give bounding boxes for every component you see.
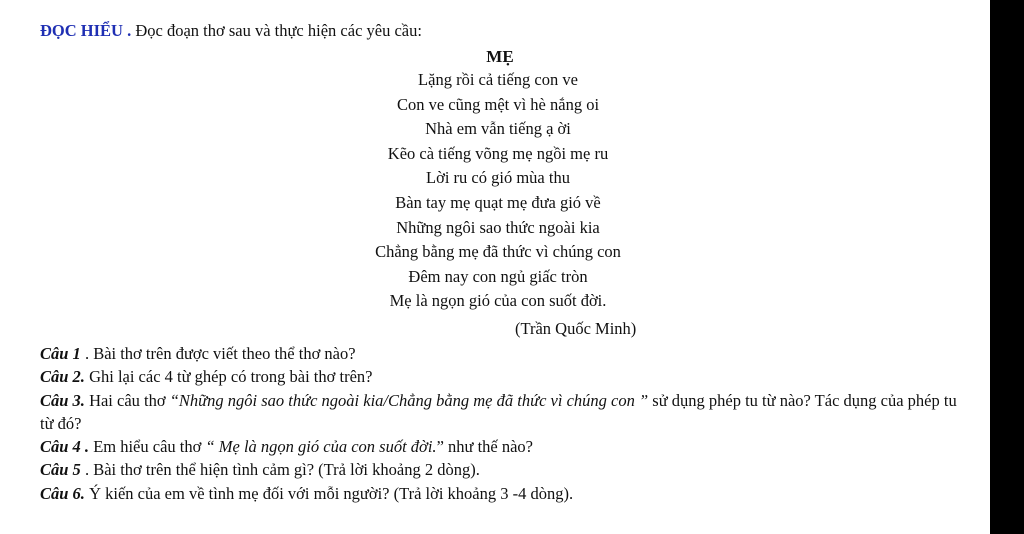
question-text: . Bài thơ trên được viết theo thể thơ nào? bbox=[80, 344, 356, 363]
poem-line: Bàn tay mẹ quạt mẹ đưa gió về bbox=[395, 192, 601, 212]
question-text: Ý kiến của em về tình mẹ đối với mỗi người? (Trả lời khoảng 3 -4 dòng). bbox=[84, 483, 574, 503]
poem-line: Những ngôi sao thức ngoài kia bbox=[396, 217, 600, 237]
poem-line: Con ve cũng mệt vì hè nắng oi bbox=[396, 94, 600, 114]
question-label: Câu 6. bbox=[40, 483, 85, 503]
poem-line: Lặng rồi cả tiếng con ve bbox=[418, 70, 578, 89]
question-text: Em hiểu câu thơ bbox=[89, 437, 206, 457]
poem bbox=[0, 46, 990, 314]
question-list bbox=[40, 342, 970, 505]
poem-line: Lời ru có gió mùa thu bbox=[426, 168, 570, 188]
section-instruction: Đọc đoạn thơ sau và thực hiện các yêu cầu: bbox=[131, 21, 422, 40]
question-2 bbox=[40, 365, 970, 388]
question-6 bbox=[40, 482, 970, 505]
question-label: Câu 3. bbox=[40, 390, 85, 410]
question-text: . Bài thơ trên thể hiện tình cảm gì? (Trả lời khoảng 2 dòng). bbox=[80, 460, 480, 480]
poem-line: Chẳng bằng mẹ đã thức vì chúng con bbox=[375, 242, 621, 262]
question-4 bbox=[40, 435, 970, 458]
question-label: Câu 5 bbox=[40, 460, 81, 480]
question-label: Câu 1 bbox=[40, 344, 81, 363]
screen-edge-bar bbox=[990, 0, 1024, 534]
question-text: sử dụng phép tu từ nào? Tác dụng của phép tu từ đó? bbox=[40, 390, 957, 433]
poem-line: Đêm nay con ngủ giấc tròn bbox=[408, 266, 588, 286]
question-5 bbox=[40, 458, 970, 481]
reading-section-heading bbox=[40, 20, 422, 42]
question-quote: “ Mẹ là ngọn gió của con suốt đời. bbox=[205, 437, 437, 457]
question-1 bbox=[40, 342, 970, 365]
question-label: Câu 2. bbox=[40, 367, 85, 387]
question-text: ” như thế nào? bbox=[436, 437, 534, 457]
poem-title: MẸ bbox=[486, 47, 514, 66]
poem-line: Kẽo cà tiếng võng mẹ ngồi mẹ ru bbox=[387, 143, 609, 163]
poem-author: (Trần Quốc Minh) bbox=[515, 319, 637, 338]
question-label: Câu 4 . bbox=[40, 437, 90, 457]
question-text: Hai câu thơ bbox=[84, 390, 170, 410]
question-quote: “Những ngôi sao thức ngoài kia/Chẳng bằng mẹ đã thức vì chúng con ” bbox=[169, 390, 649, 410]
poem-line: Nhà em vẫn tiếng ạ ời bbox=[425, 119, 571, 139]
poem-line: Mẹ là ngọn gió của con suốt đời. bbox=[389, 291, 607, 311]
question-3 bbox=[40, 389, 970, 436]
question-text: Ghi lại các 4 từ ghép có trong bài thơ trên? bbox=[84, 367, 373, 387]
section-tag: ĐỌC HIỂU . bbox=[40, 21, 132, 40]
